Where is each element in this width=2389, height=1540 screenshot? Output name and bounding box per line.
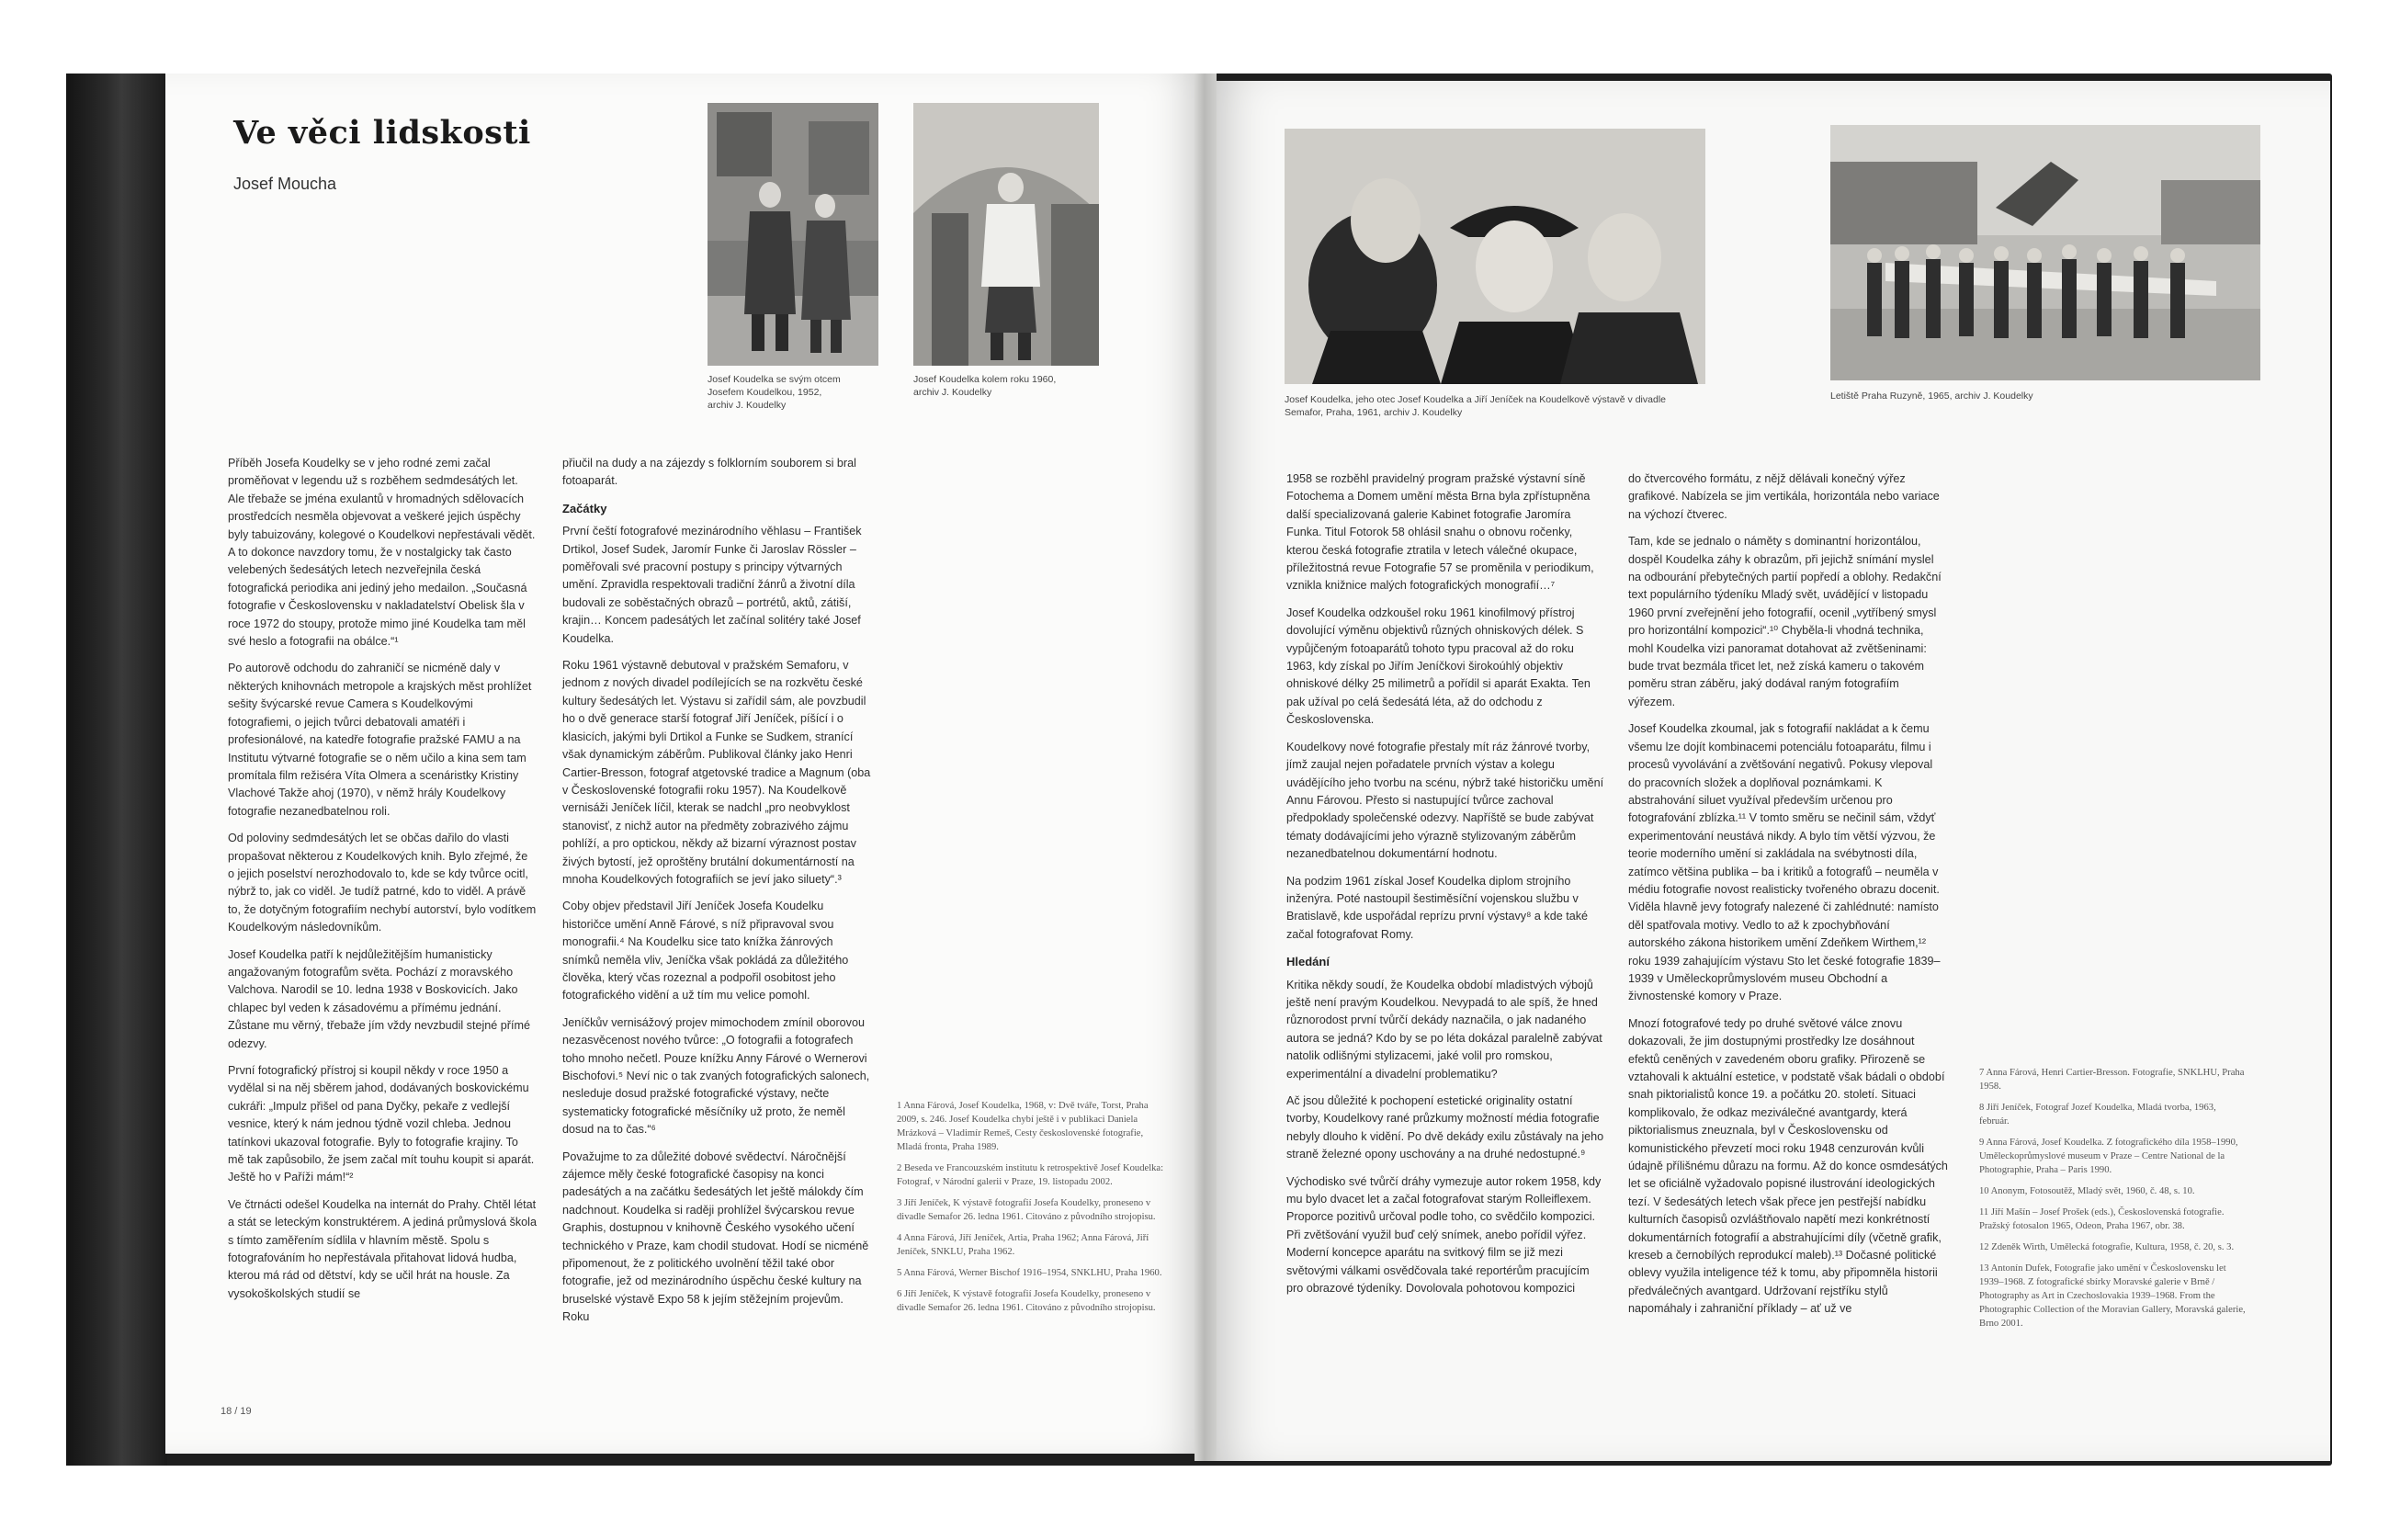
footnote: 9 Anna Fárová, Josef Koudelka. Z fotografického díla 1958–1990, Uměleckoprůmyslové museum v Praze – Centre National de la Photographie, Praha – Paris 1990. <box>1979 1138 2238 1175</box>
left-column-1 <box>228 455 537 1312</box>
caption-photo-3: Josef Koudelka, jeho otec Josef Koudelka a Jiří Jeníček na Koudelkově výstavě v divadle Semafor, Praha, 1961, archiv J. Koudelky <box>1285 394 1666 418</box>
paragraph: 1958 se rozběhl pravidelný program pražské výstavní síně Fotochema a Domem umění města Brna byla zpřístupněna další specializovaná galerie Kabinet fotografie Jaromíra Funka. Titul Fotorok 58 ohlásil snahu o obnovu ročenky, kterou česká fotografie ztratila v letech válečné okupace, příležitostná revue Fotografie 57 se proměnila v periodikum, vznikla knižnice malých fotografických monografií…⁷ <box>1286 472 1594 593</box>
footnote: 11 Jiří Mašín – Josef Prošek (eds.), Československá fotografie. Pražský fotosalon 1965, Odeon, Praha 1967, obr. 38. <box>1979 1207 2225 1231</box>
page-number: 18 / 19 <box>221 1406 252 1417</box>
paragraph: do čtvercového formátu, z nějž dělávali konečný výřez grafikové. Nabízela se jim vertikála, horizontála nebo variace na výchozí čtverec. <box>1628 472 1940 521</box>
paragraph: Tam, kde se jednalo o náměty s dominantní horizontálou, dospěl Koudelka záhy k obrazům, při jejichž snímání myslel na odbourání přebytečných partií popředí a oblohy. Redakční text populárního týdeníku Mladý svět, uvádějící v listopadu 1960 první zveřejnění jeho fotografií, ocenil „vytříbený smysl pro horizontální kompozici“.¹⁰ Chyběla-li vhodná technika, mohl Koudelka vizi panoramat dotahovat až zvětšeninami: bude trvat bezmála třicet let, než získá kameru o takovém poměru stran záběru, jaký dodával raným fotografiím výřezem. <box>1628 535 1942 708</box>
paragraph: Na podzim 1961 získal Josef Koudelka diplom strojního inženýra. Poté nastoupil šestiměsíční vojenskou službu v Bratislavě, kde uspořádal reprízu první výstavy⁸ a kde také začal fotografovat Romy. <box>1286 874 1589 941</box>
article-author: Josef Moucha <box>233 175 337 193</box>
right-column-2 <box>1628 470 1948 1328</box>
section-heading: Začátky <box>562 501 607 515</box>
caption-photo-1: Josef Koudelka se svým otcem Josefem Koudelkou, 1952, archiv J. Koudelky <box>708 374 841 411</box>
paragraph: Mnozí fotografové tedy po druhé světové válce znovu dokazovali, že jim dostupnými prostředky lze dosáhnout efektů ceněných v zavedeném oboru grafiky. Přirozeně se vztahovali k aktuální estetice, v podstatě však bádali o období snah piktorialistů konce 19. a počátku 20. století. Situaci komplikovalo, že odkaz meziválečné avantgardy, která piktorialismus zneuznala, byl v Československu od komunistického převzetí moci roku 1948 cenzurován kvůli údajně přílišnému důrazu na formu. Až do konce osmdesátých let se oficiálně vyžadovalo popisné ilustrování ideologických tezí. V šedesátých letech však přece jen pestřejší nabídku kulturních časopisů ozvláštňovalo napětí mezi konkrétností dokumentárních fotografií a abstrahujícími díly (včetně grafik, kreseb a černobílých reprodukcí maleb).¹³ Dočasné politické oblevy využila inteligence též k tomu, aby připomněla historii předválečných avantgard. Udržovaní rejstříku stylů napomáhaly i zahraniční příklady – ať už ve <box>1628 1016 1948 1316</box>
photo-semafor-exhibition <box>1285 129 1705 384</box>
paragraph: Josef Koudelka odzkoušel roku 1961 kinofilmový přístroj dovolující výměnu objektivů různých ohniskových délek. S vypůjčeným fotoaparátů tohoto typu pracoval až do roku 1963, kdy získal po Jiřím Jeníčkovi širokoúhlý objektiv ohniskové délky 25 milimetrů a pořídil si aparát Exakta. Ten pak užíval po celá šedesátá léta, až do odchodu z Československa. <box>1286 606 1591 727</box>
paragraph: Jeníčkův vernisážový projev mimochodem zmínil oborovou nezasvěcenost nového tvůrce: „O fotografii a fotografech toho mnoho nečetl. Pouze knížku Anny Fárové o Wernerovi Bischofovi.⁵ Neví nic o tak zvaných fotografických salonech, nesleduje dosud pražské fotografické výstavy, nečte systematicky fotografické měsíčníky už proto, že neměl dosud na to čas.“⁶ <box>562 1015 870 1137</box>
footnote: 6 Jiří Jeníček, K výstavě fotografií Josefa Koudelky, proneseno v divadle Semafor 26. ledna 1961. Citováno z původního strojopisu. <box>897 1289 1156 1313</box>
paragraph: Příběh Josefa Koudelky se v jeho rodné zemi začal proměňovat v legendu už s rozběhem sedmdesátých let. Ale třebaže se jména exulantů v hromadných sdělovacích prostředcích nesměla objevovat a veškeré jejich úspěchy byly tabuizovány, kolegové o Koudelkovi nepřestávali vědět. A to dokonce navzdory tomu, že v nostalgicky tak často velebených šedesátých letech nezveřejnila česká fotografická periodika ani jediný jeho medailon. „Současná fotografie v Československu v nakladatelství Obelisk šla v roce 1972 do stoupy, protože mimo jiné Koudelka tam měl své heslo a fotografii na obálce.“¹ <box>228 457 536 649</box>
paragraph: První fotografický přístroj si koupil někdy v roce 1950 a vydělal si na něj sběrem jahod, dodávaných boskovickému cukráři: „Impulz přišel od pana Dyčky, pekaře z vedlejší vesnice, který k nám jednou týdně vozil chleba. Jednou tatínkovi ukazoval fotografie. Byly to fotografie krajiny. To mě tak zapůsobilo, že jsem začal mít touhu koupit si aparát. Ještě ho v Paříži mám!“² <box>228 1064 535 1184</box>
caption-photo-4: Letiště Praha Ruzyně, 1965, archiv J. Koudelky <box>1830 391 2033 402</box>
paragraph: Roku 1961 výstavně debutoval v pražském Semaforu, v jednom z nových divadel podílejících se na rozkvětu české kultury šedesátých let. Výstavu si zařídil sám, ale povzbudil ho o dvě generace starší fotograf Jiří Jeníček, píšící i o klasicích, jakými byli Drtikol a Funke se Sudkem, stranící však dynamickým záběrům. Publikoval články jako Henri Cartier-Bresson, fotograf atgetovské tradice a Magnum (oba v Československé fotografii roku 1957). Na Koudelkově vernisáži Jeníček líčil, kterak se nadchl „pro neobvyklost stanovisť, z nichž autor na předměty zobrazivého zájmu pohlíží, a pro optickou, někdy až bizarní výraznost postav živých bytostí, jež oproštěny brutální dokumentárností na mnoha Koudelkových fotografiích se jeví jako siluety“.³ <box>562 659 871 886</box>
paragraph: Od poloviny sedmdesátých let se občas dařilo do vlasti propašovat některou z Koudelkových knih. Bylo zřejmé, že o jejich poselství nerozhodovalo to, kde se kdy tvůrce ocitl, nýbrž to, jak co viděl. Je tudíž patrné, kdo to viděl. A právě to, že dotyčným fotografiím nechybí autorství, bylo vodítkem Koudelkovým následovníkům. <box>228 832 537 934</box>
paragraph: Ve čtrnácti odešel Koudelka na internát do Prahy. Chtěl létat a stát se leteckým konstruktérem. A jediná průmyslová škola s tímto zaměřením sídlila v hlavním městě. Spolu s fotografováním ho nepřestávala přitahovat lidová hudba, kterou má rád od dětství, kdy se učil hrát na housle. Za vysokoškolských studií se <box>228 1197 537 1300</box>
paragraph: Po autorově odchodu do zahraničí se nicméně daly v některých knihovnách metropole a krajských měst prohlížet sešity švýcarské revue Camera s Koudelkovými fotografiemi, o jejich tvůrci debatovali amatéři i profesionálové, na katedře fotografie pražské FAMU a na Institutu výtvarné fotografie se o něm učilo a kina sem tam promítala film režiséra Víta Olmera a scenáristky Kristiny Vlachové Takže ahoj (1970), v němž hrály Koudelkovy fotografie nezanedbatelnou roli. <box>228 662 532 818</box>
footnote: 4 Anna Fárová, Jiří Jeníček, Artia, Praha 1962; Anna Fárová, Jiří Jeníček, SNKLU, Praha 1962. <box>897 1233 1149 1257</box>
book-gutter <box>1194 74 1217 1461</box>
footnote: 12 Zdeněk Wirth, Umělecká fotografie, Kultura, 1958, č. 20, s. 3. <box>1979 1242 2235 1252</box>
right-column-1 <box>1286 470 1604 1307</box>
footnote: 7 Anna Fárová, Henri Cartier-Bresson. Fotografie, SNKLHU, Praha 1958. <box>1979 1068 2245 1092</box>
paragraph: Coby objev představil Jiří Jeníček Josefa Koudelku historičce umění Anně Fárové, s níž připravoval svou monografii.⁴ Na Koudelku sice tato knížka žánrových snímků neměla vliv, Jeníčka však pokládá za důležitého člověka, který včas rozeznal a podpořil osobitost jeho fotografického vidění a už tím mu velice pomohl. <box>562 900 849 1002</box>
section-heading: Hledání <box>1286 955 1330 969</box>
paragraph: Východisko své tvůrčí dráhy vymezuje autor rokem 1958, kdy mu bylo dvacet let a začal fotografovat starým Rolleiflexem. Proporce pozitivů určoval podle toho, co svědčilo kompozici. Při zvětšování využil buď celý snímek, anebo pořídil výřez. Moderní koncepce aparátu na svitkový film se již mezi světovými válkami osvědčovala také reportérům pracujícím pro obrazové týdeníky. Dovolovala pohotovou kompozici <box>1286 1174 1602 1296</box>
footnote: 13 Antonín Dufek, Fotografie jako umění v Československu let 1939–1968. Z fotografické sbírky Moravské galerie v Brně / Photography as Art in Czechoslovakia 1939–1968. From the Photographic Collection of the Moravian Gallery, Moravská galerie, Brno 2001. <box>1979 1263 2246 1329</box>
cover-edge <box>66 74 167 1466</box>
footnote: 8 Jiří Jeníček, Fotograf Jozef Koudelka, Mladá tvorba, 1963, február. <box>1979 1103 2216 1127</box>
paragraph: Považujme to za důležité dobové svědectví. Náročnější zájemce měly české fotografické časopisy na konci padesátých a na začátku šedesátých let ještě málokdy čím nadchnout. Koudelka si raději prohlížel švýcarskou revue Graphis, dostupnou v knihovně Českého vysokého učení technického v Praze, kam chodil studovat. Hodí se nicméně připomenout, že z politického uvolnění těžil také obor fotografie, jež od mezinárodního úspěchu české kultury na bruselské výstavě Expo 58 k jejím stěžejním projevům. Roku <box>562 1149 869 1324</box>
photo-father-and-son <box>708 103 878 366</box>
footnote: 5 Anna Fárová, Werner Bischof 1916–1954, SNKLHU, Praha 1960. <box>897 1268 1162 1278</box>
paragraph: První čeští fotografové mezinárodního věhlasu – František Drtikol, Josef Sudek, Jaromír Funke či Jaroslav Rössler – poměřovali své pracovní postupy s principy výtvarných umění. Zpravidla respektovali tradiční žánrů a životní díla budovali ze soběstačných obrazů – portrétů, aktů, zátiší, krajin… Koncem padesátých let začínal solitéry také Josef Koudelka. <box>562 525 862 645</box>
caption-photo-2: Josef Koudelka kolem roku 1960, archiv J. Koudelky <box>913 374 1057 398</box>
footnote: 1 Anna Fárová, Josef Koudelka, 1968, v: Dvě tváře, Torst, Praha 2009, s. 246. Josef Koudelka chybí ještě i v publikaci Daniela Mrázková – Vladimír Remeš, Cesty československé fotografie, Mladá fronta, Praha 1989. <box>897 1101 1149 1152</box>
footnote: 10 Anonym, Fotosoutěž, Mladý svět, 1960, č. 48, s. 10. <box>1979 1186 2195 1196</box>
paragraph: Josef Koudelka patří k nejdůležitějším humanisticky angažovaným fotografům světa. Pochází z moravského Valchova. Narodil se 10. ledna 1938 v Boskovicích. Jako chlapec byl veden k zásadovému a přímému jednání. Zůstane mu věrný, třebaže jím vždy nevzbudil stejné přímé odezvy. <box>228 947 530 1050</box>
footnote: 3 Jiří Jeníček, K výstavě fotografií Josefa Koudelky, proneseno v divadle Semafor 26. ledna 1961. Citováno z původního strojopisu. <box>897 1198 1156 1222</box>
paragraph: Kritika někdy soudí, že Koudelka období mladistvých výbojů ještě není pravým Koudelkou. Nevypadá to ale spíš, že hned různorodost první tvůrčí dekády naznačila, o jak nadaného autora se jedná? Kdo by se po léta dokázal paralelně zabývat natolik odlišnými stylizacemi, jaké volil pro romskou, experimentální a divadelní problematiku? <box>1286 978 1602 1081</box>
left-column-2 <box>562 455 871 1336</box>
photo-airport-ruzyne <box>1830 125 2260 380</box>
paragraph: Koudelkovy nové fotografie přestaly mít ráz žánrové tvorby, jímž zaujal nejen pořadatele prvních výstav a kolegu uvádějícího jeho tvorbu na scénu, nýbrž také historičku umění Annu Fárovou. Přesto si nastupující tvůrce zachoval předpoklady společenské odezvy. Napříště se bude zabývat tématy dodávajícími jeho výrazně stylizovaným záběrům nezanedbatelnou dokumentární hodnotu. <box>1286 740 1604 861</box>
paragraph: Ač jsou důležité k pochopení estetické originality ostatní tvorby, Koudelkovy rané průzkumy možností média fotografie nebyly dlouho k vidění. Po dvě dekády exilu zůstávaly na jeho straně železné opony uschovány a na druhé nedostupné.⁹ <box>1286 1094 1604 1161</box>
left-footnotes <box>897 1099 1165 1322</box>
paragraph: Josef Koudelka zkoumal, jak s fotografií nakládat a k čemu všemu lze dojít kombinacemi potenciálu fotoaparátu, filmu i procesů vyvolávání a zvětšování negativů. Pokusy vlepoval do pracovních složek a doplňoval poznámkami. K abstrahování siluet využíval především určenou pro fotografování zblízka.¹¹ V tomto směru se nečinil sám, vždyť experimentování neustává nikdy. A bylo tím větší výzvou, že teorie moderního umění si zakládala na svébytnosti díla, zatímco většina publika – ba i kritiků a fotografů – neuměla v médiu fotografie novost realisticky tvořeného obrazu docenit. Viděla hlavně jevy fotografy nalezené či zahlédnuté: namísto děl spatřovala motivy. Vedlo to až k zpochybňování autorského zákona historikem umění Zdeňkem Wirthem,¹² roku 1939 zahajujícím výstavu Sto let české fotografie 1839–1939 v Uměleckoprůmyslovém museu Obchodní a živnostenské komory v Praze. <box>1628 722 1941 1003</box>
article-title: Ve věci lidskosti <box>233 114 531 152</box>
photo-koudelka-1960 <box>913 103 1099 366</box>
footnote: 2 Beseda ve Francouzském institutu k retrospektivě Josef Koudelka: Fotograf, v Národní galerii v Praze, 19. listopadu 2002. <box>897 1163 1164 1187</box>
right-footnotes <box>1979 1066 2246 1338</box>
paragraph: přiučil na dudy a na zájezdy s folklorním souborem si bral fotoaparát. <box>562 457 856 488</box>
